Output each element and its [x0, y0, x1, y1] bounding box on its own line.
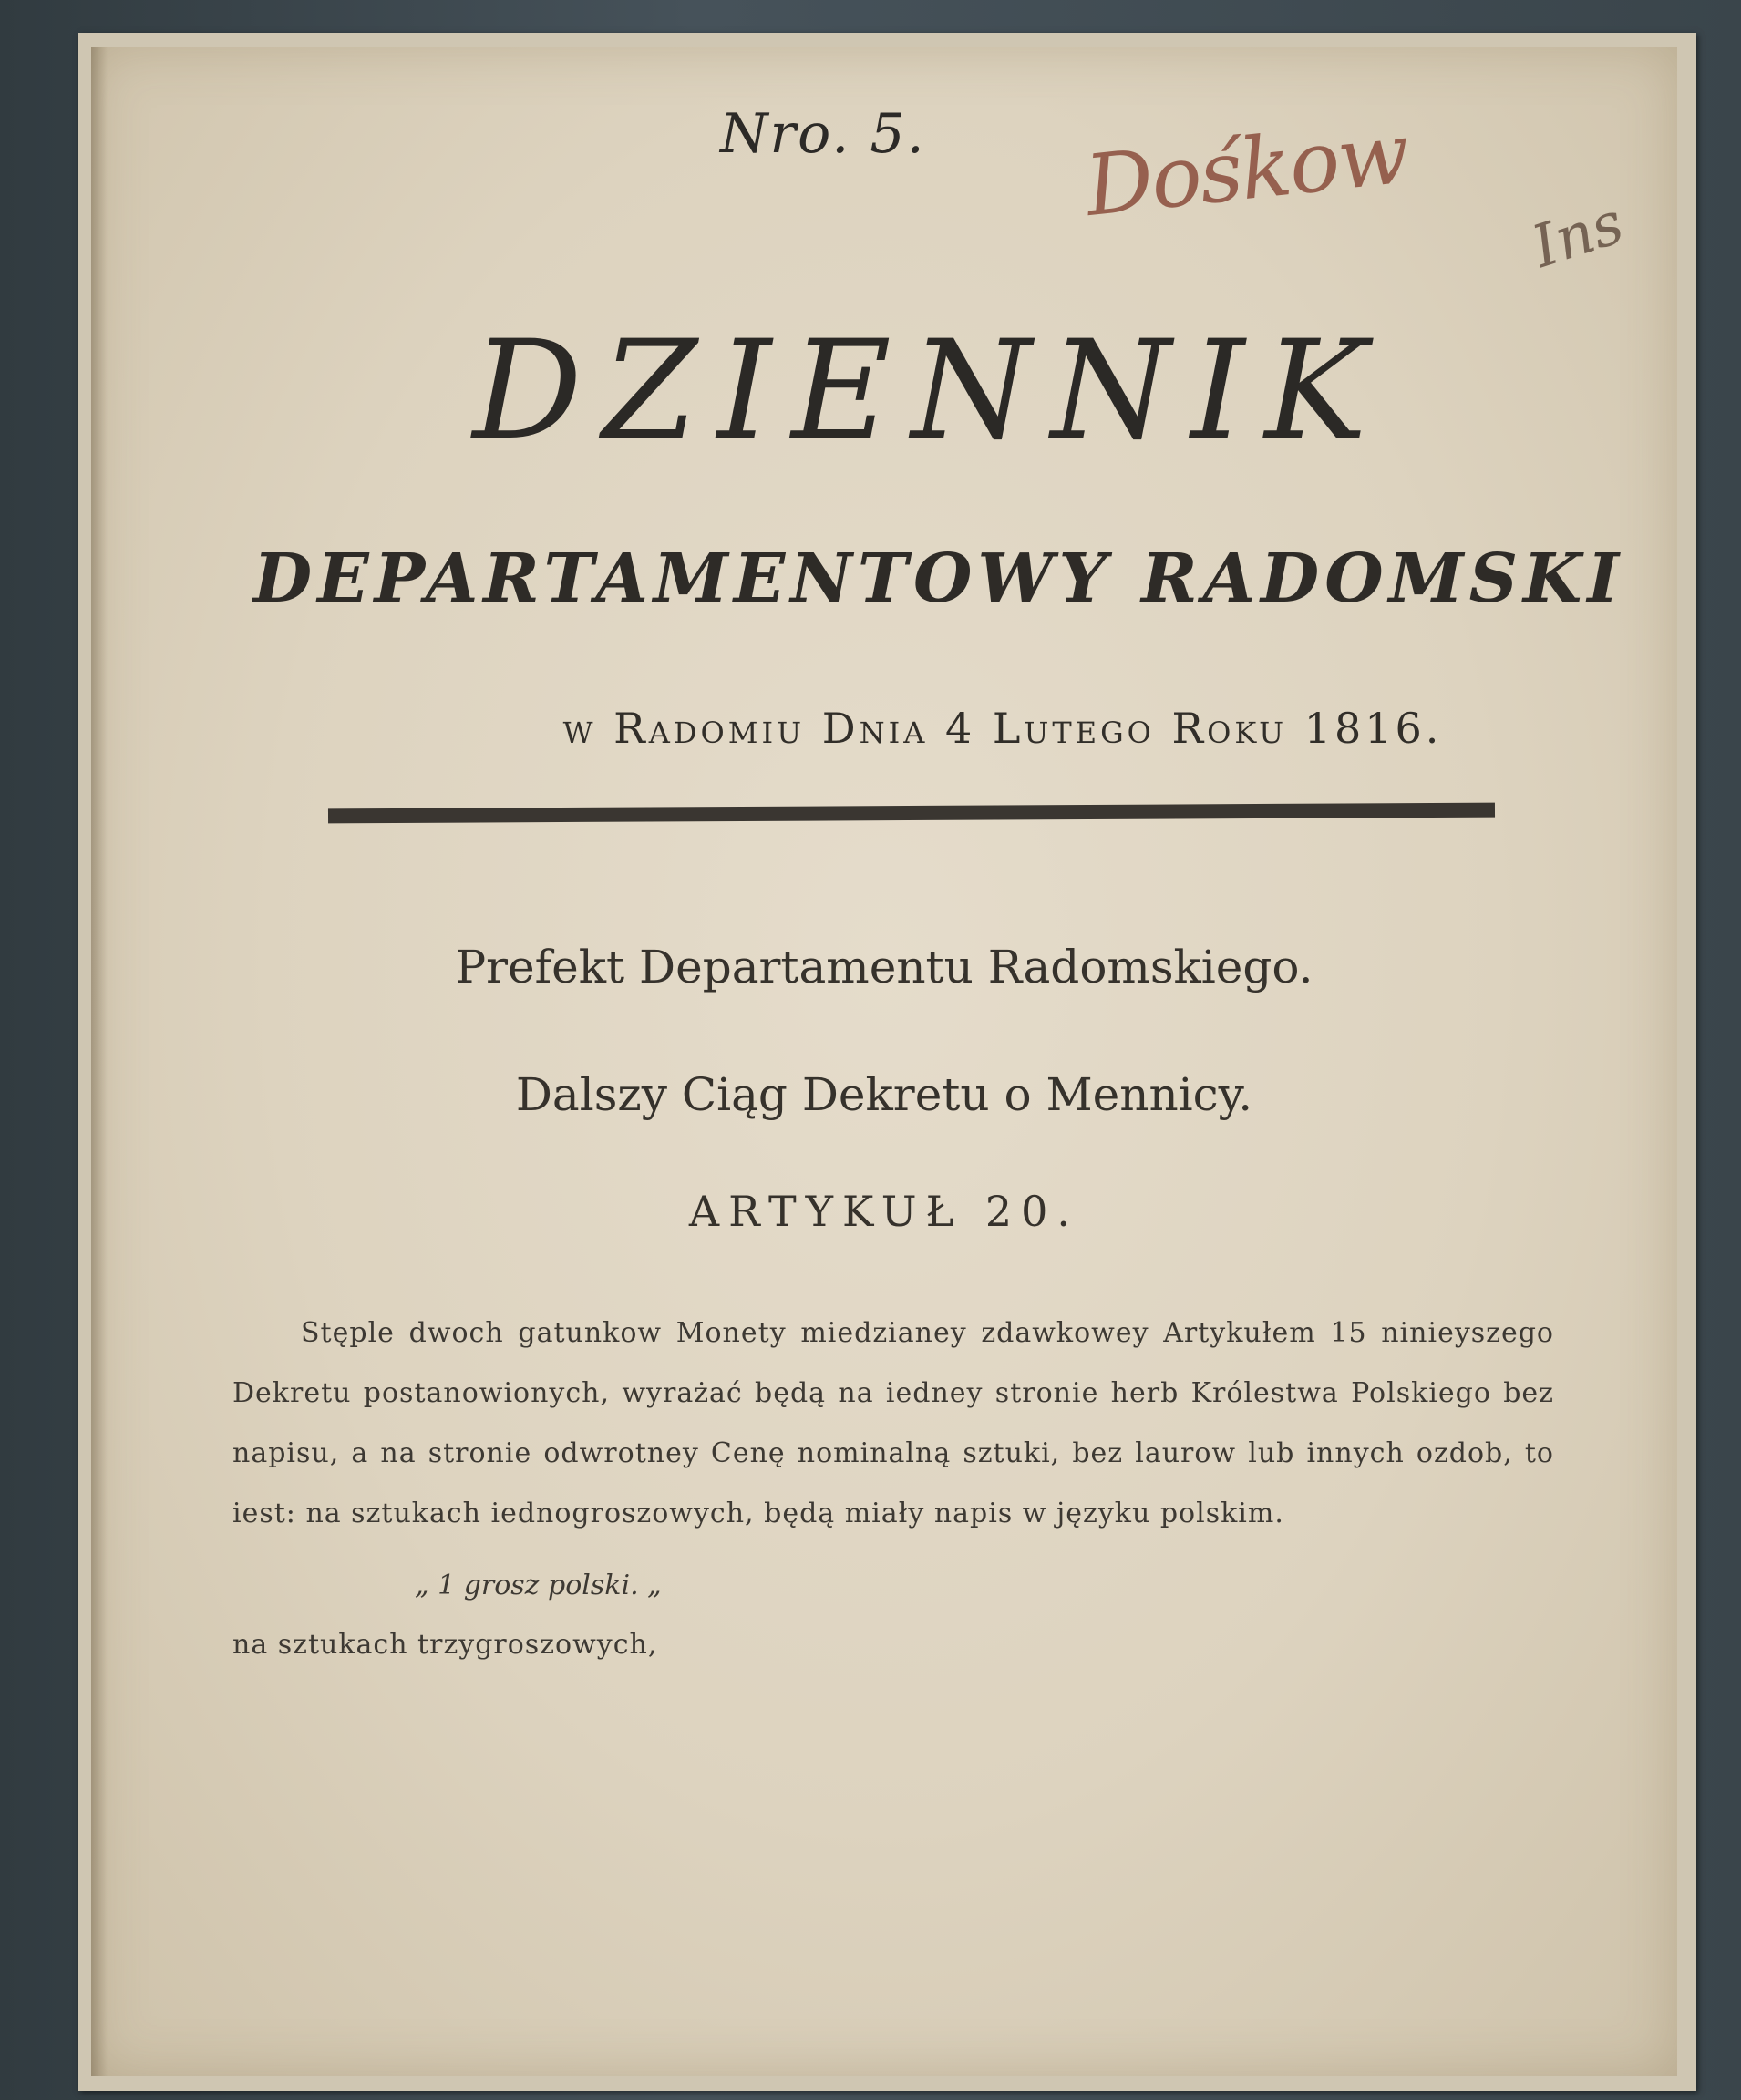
- handwritten-note: Dośkow: [1080, 104, 1413, 235]
- masthead-subtitle: DEPARTAMENTOWY RADOMSKI: [253, 540, 1624, 618]
- binding-gutter: [91, 47, 108, 2076]
- section-subheading: Dalszy Ciąg Dekretu o Mennicy.: [515, 1068, 1253, 1121]
- horizontal-rule: [328, 803, 1495, 824]
- continuation-line: na sztukach trzygroszowych,: [232, 1629, 658, 1661]
- masthead-title: DZIENNIK: [472, 312, 1387, 470]
- article-paragraph: Stęple dwoch gatunkow Monety miedzianey zdawkowey Artykułem 15 ninieyszego Dekretu postanowionych, wyrażać będą na iedney stronie herb Królestwa Polskiego bez napisu, a na stronie odwrotney Cenę nominalną sztuki, bez laurow lub innych ozdob, to iest: na sztukach iednogroszowych, będą miały napis w języku polskim.: [232, 1317, 1554, 1529]
- handwritten-note-2: Ins: [1524, 189, 1632, 282]
- article-heading: ARTYKUŁ 20.: [688, 1187, 1080, 1236]
- dateline: w Radomiu Dnia 4 Lutego Roku 1816.: [562, 704, 1443, 753]
- document-page: [91, 47, 1677, 2076]
- issue-number: Nro. 5.: [720, 102, 926, 166]
- section-heading: Prefekt Departamentu Radomskiego.: [455, 941, 1313, 993]
- quoted-inscription: „ 1 grosz polski. „: [415, 1570, 662, 1601]
